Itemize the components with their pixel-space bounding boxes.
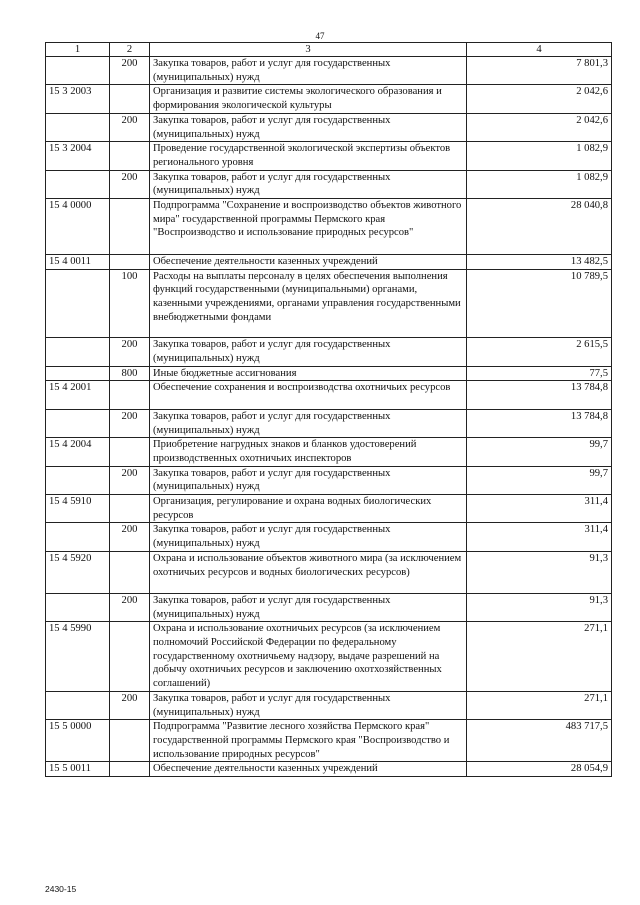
row-code: 15 4 5910	[46, 495, 110, 523]
row-amount: 28 040,8	[467, 199, 612, 255]
row-description: Иные бюджетные ассигнования	[150, 366, 467, 381]
row-amount: 2 615,5	[467, 338, 612, 366]
table-row	[46, 551, 612, 593]
table-row	[46, 523, 612, 551]
row-description: Закупка товаров, работ и услуг для государственных (муниципальных) нужд	[150, 170, 467, 198]
row-description: Охрана и использование объектов животного мира (за исключением охотничьих ресурсов и водных биологических ресурсов)	[150, 551, 467, 593]
row-description: Расходы на выплаты персоналу в целях обеспечения выполнения функций государственными (муниципальными) органами, казенными учреждениями, органами управления государственными внебюджетными фондами	[150, 269, 467, 338]
row-code: 15 5 0011	[46, 762, 110, 777]
row-description: Проведение государственной экологической экспертизы объектов регионального уровня	[150, 142, 467, 170]
row-code	[46, 113, 110, 141]
row-expense-type	[110, 142, 150, 170]
row-amount: 1 082,9	[467, 170, 612, 198]
row-expense-type: 200	[110, 593, 150, 621]
row-expense-type	[110, 381, 150, 409]
row-description: Охрана и использование охотничьих ресурсов (за исключением полномочий Российской Федерации по федеральному государственному охотничьему надзору, выдаче разрешений на добычу охотничьих ресурсов и заключению охотхозяйственных соглашений)	[150, 622, 467, 692]
row-description: Закупка товаров, работ и услуг для государственных (муниципальных) нужд	[150, 113, 467, 141]
row-description: Обеспечение деятельности казенных учреждений	[150, 254, 467, 269]
row-expense-type: 100	[110, 269, 150, 338]
row-code: 15 3 2003	[46, 85, 110, 113]
row-expense-type	[110, 254, 150, 269]
row-amount: 7 801,3	[467, 57, 612, 85]
row-expense-type	[110, 762, 150, 777]
row-code	[46, 523, 110, 551]
row-expense-type: 200	[110, 523, 150, 551]
row-code	[46, 269, 110, 338]
row-amount: 1 082,9	[467, 142, 612, 170]
row-code: 15 4 2004	[46, 438, 110, 466]
row-amount: 311,4	[467, 523, 612, 551]
row-code: 15 4 0000	[46, 199, 110, 255]
row-description: Закупка товаров, работ и услуг для государственных (муниципальных) нужд	[150, 409, 467, 437]
table-row	[46, 170, 612, 198]
header-col-4: 4	[467, 43, 612, 57]
row-code	[46, 57, 110, 85]
row-description: Закупка товаров, работ и услуг для государственных (муниципальных) нужд	[150, 691, 467, 719]
table-row	[46, 438, 612, 466]
table-row	[46, 466, 612, 494]
row-code: 15 5 0000	[46, 720, 110, 762]
row-expense-type: 200	[110, 409, 150, 437]
row-description: Закупка товаров, работ и услуг для государственных (муниципальных) нужд	[150, 523, 467, 551]
row-expense-type: 200	[110, 170, 150, 198]
table-row	[46, 199, 612, 255]
row-code	[46, 366, 110, 381]
row-code	[46, 466, 110, 494]
row-expense-type	[110, 622, 150, 692]
row-expense-type	[110, 720, 150, 762]
row-code	[46, 338, 110, 366]
row-code: 15 4 5990	[46, 622, 110, 692]
row-amount: 13 482,5	[467, 254, 612, 269]
row-amount: 13 784,8	[467, 381, 612, 409]
row-amount: 99,7	[467, 438, 612, 466]
budget-table	[45, 42, 612, 777]
table-row	[46, 720, 612, 762]
row-amount: 77,5	[467, 366, 612, 381]
table-row	[46, 142, 612, 170]
table-row	[46, 366, 612, 381]
row-expense-type: 200	[110, 691, 150, 719]
row-description: Организация, регулирование и охрана водных биологических ресурсов	[150, 495, 467, 523]
row-code	[46, 691, 110, 719]
row-expense-type	[110, 551, 150, 593]
row-description: Закупка товаров, работ и услуг для государственных (муниципальных) нужд	[150, 57, 467, 85]
table-row	[46, 338, 612, 366]
row-expense-type: 800	[110, 366, 150, 381]
header-col-1: 1	[46, 43, 110, 57]
row-description: Приобретение нагрудных знаков и бланков удостоверений производственных охотничьих инспекторов	[150, 438, 467, 466]
row-expense-type	[110, 85, 150, 113]
row-code	[46, 593, 110, 621]
table-body	[46, 57, 612, 777]
header-col-3: 3	[150, 43, 467, 57]
row-code: 15 4 2001	[46, 381, 110, 409]
table-row	[46, 762, 612, 777]
table-row	[46, 409, 612, 437]
row-description: Закупка товаров, работ и услуг для государственных (муниципальных) нужд	[150, 338, 467, 366]
table-row	[46, 269, 612, 338]
row-amount: 271,1	[467, 622, 612, 692]
row-expense-type	[110, 199, 150, 255]
row-amount: 271,1	[467, 691, 612, 719]
row-amount: 10 789,5	[467, 269, 612, 338]
row-amount: 2 042,6	[467, 85, 612, 113]
table-row	[46, 691, 612, 719]
row-code	[46, 409, 110, 437]
row-amount: 13 784,8	[467, 409, 612, 437]
row-amount: 28 054,9	[467, 762, 612, 777]
table-row	[46, 495, 612, 523]
header-col-2: 2	[110, 43, 150, 57]
row-description: Подпрограмма "Развитие лесного хозяйства Пермского края" государственной программы Пермского края "Воспроизводство и использование природных ресурсов"	[150, 720, 467, 762]
row-expense-type	[110, 495, 150, 523]
table-row	[46, 593, 612, 621]
row-amount: 311,4	[467, 495, 612, 523]
table-header	[46, 43, 612, 57]
row-expense-type: 200	[110, 113, 150, 141]
row-amount: 483 717,5	[467, 720, 612, 762]
row-description: Закупка товаров, работ и услуг для государственных (муниципальных) нужд	[150, 593, 467, 621]
table-row	[46, 113, 612, 141]
table-row	[46, 254, 612, 269]
table-row	[46, 622, 612, 692]
header-row	[46, 43, 612, 57]
table-row	[46, 57, 612, 85]
row-amount: 91,3	[467, 593, 612, 621]
row-code	[46, 170, 110, 198]
row-expense-type: 200	[110, 57, 150, 85]
row-expense-type	[110, 438, 150, 466]
row-description: Организация и развитие системы экологического образования и формирования экологической культуры	[150, 85, 467, 113]
row-code: 15 4 5920	[46, 551, 110, 593]
row-amount: 2 042,6	[467, 113, 612, 141]
row-description: Закупка товаров, работ и услуг для государственных (муниципальных) нужд	[150, 466, 467, 494]
footer-document-code: 2430-15	[45, 884, 77, 894]
row-code: 15 4 0011	[46, 254, 110, 269]
row-amount: 99,7	[467, 466, 612, 494]
row-description: Обеспечение деятельности казенных учреждений	[150, 762, 467, 777]
row-expense-type: 200	[110, 466, 150, 494]
table-row	[46, 381, 612, 409]
row-description: Обеспечение сохранения и воспроизводства охотничьих ресурсов	[150, 381, 467, 409]
row-code: 15 3 2004	[46, 142, 110, 170]
row-expense-type: 200	[110, 338, 150, 366]
row-amount: 91,3	[467, 551, 612, 593]
row-description: Подпрограмма "Сохранение и воспроизводство объектов животного мира" государственной программы Пермского края "Воспроизводство и использование природных ресурсов"	[150, 199, 467, 255]
page-number: 47	[315, 31, 325, 41]
table-row	[46, 85, 612, 113]
